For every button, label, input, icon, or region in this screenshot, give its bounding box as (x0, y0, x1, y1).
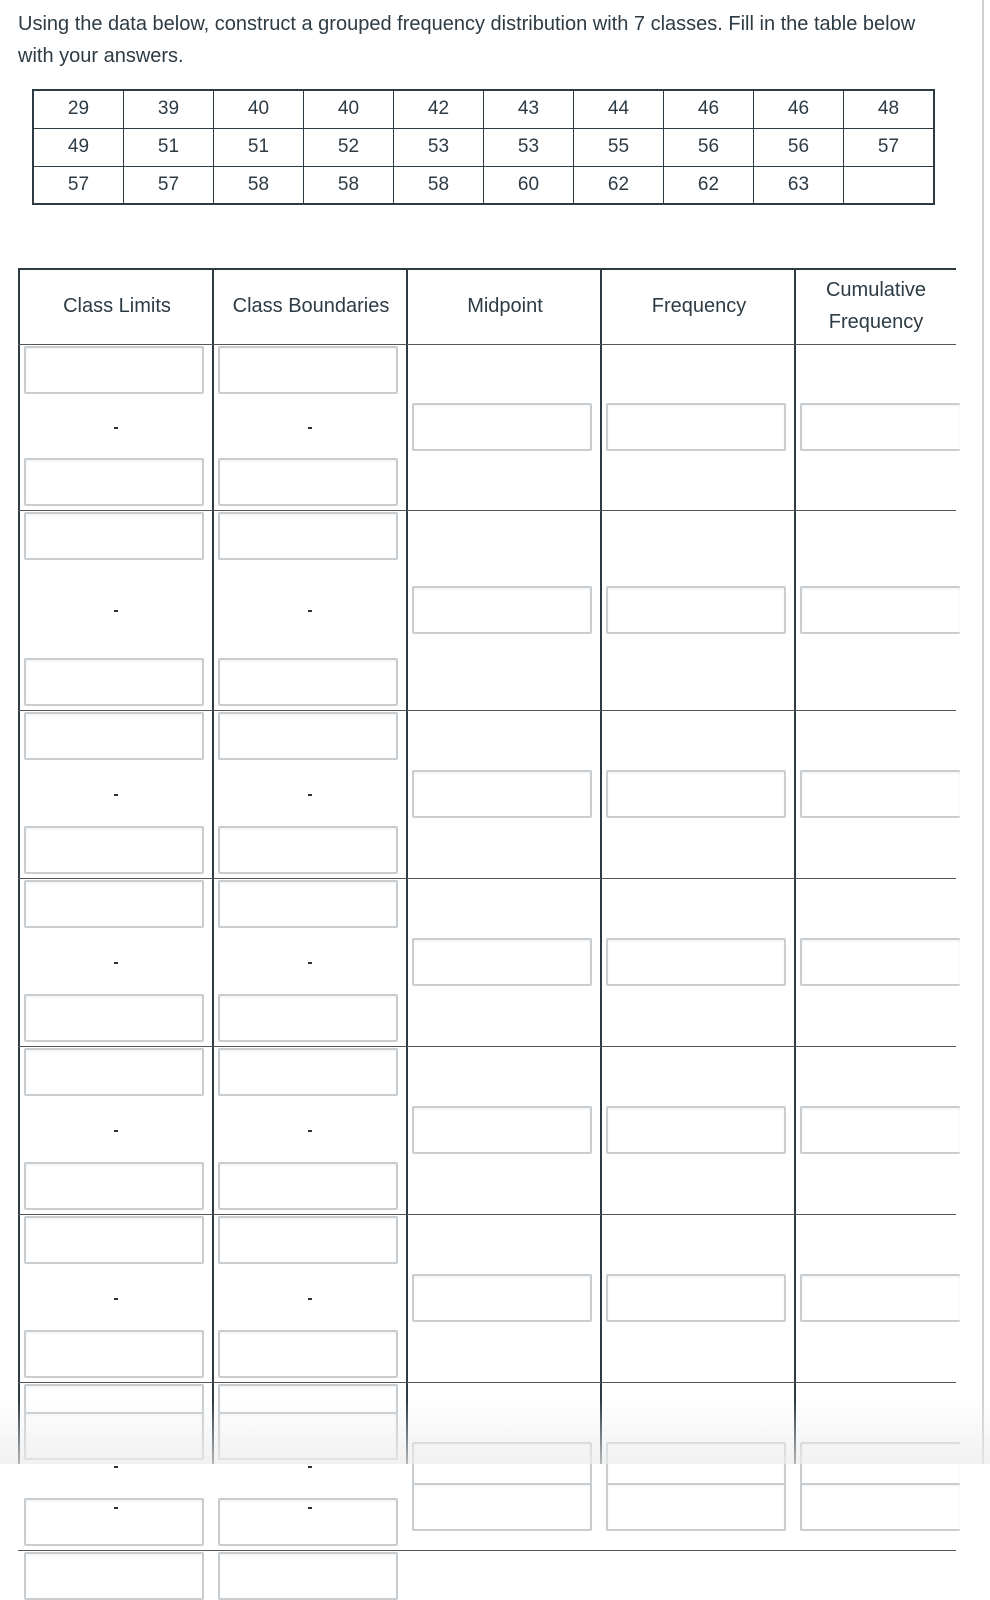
row-divider (18, 510, 956, 511)
data-cell: 62 (664, 166, 754, 204)
header-cumulative-frequency: Cumulative Frequency (825, 279, 927, 333)
class-upper-boundary-input[interactable] (218, 826, 398, 874)
class-lower-boundary-input[interactable] (218, 512, 398, 560)
column-divider (794, 268, 796, 1464)
data-cell: 53 (484, 128, 574, 166)
data-cell: 51 (214, 128, 304, 166)
range-dash (114, 610, 118, 612)
column-divider (600, 268, 602, 1464)
frequency-distribution-table (18, 268, 958, 1464)
cumulative-frequency-input[interactable] (800, 403, 960, 451)
range-dash (114, 1130, 118, 1132)
row-divider (18, 1382, 956, 1383)
midpoint-input[interactable] (412, 1483, 592, 1531)
class-upper-limit-input[interactable] (24, 1498, 204, 1546)
data-cell: 58 (304, 166, 394, 204)
class-lower-boundary-input[interactable] (218, 712, 398, 760)
data-cell: 63 (754, 166, 844, 204)
row-divider (18, 1214, 956, 1215)
data-cell: 57 (33, 166, 124, 204)
frequency-input[interactable] (606, 1274, 786, 1322)
data-cell: 49 (33, 128, 124, 166)
cumulative-frequency-input[interactable] (800, 1106, 960, 1154)
data-cell: 52 (304, 128, 394, 166)
range-dash (308, 962, 312, 964)
class-lower-limit-input[interactable] (24, 1216, 204, 1264)
range-dash (308, 427, 312, 429)
row-divider (18, 878, 956, 879)
frequency-input[interactable] (606, 586, 786, 634)
header-class-boundaries: Class Boundaries (232, 295, 390, 317)
data-cell: 53 (394, 128, 484, 166)
class-upper-boundary-input[interactable] (218, 994, 398, 1042)
data-cell: 39 (124, 90, 214, 128)
class-lower-boundary-input[interactable] (218, 880, 398, 928)
cumulative-frequency-input[interactable] (800, 1483, 960, 1531)
data-cell: 57 (844, 128, 935, 166)
data-cell: 58 (214, 166, 304, 204)
data-cell: 51 (124, 128, 214, 166)
class-upper-boundary-input[interactable] (218, 1162, 398, 1210)
range-dash (114, 1298, 118, 1300)
frequency-input[interactable] (606, 1483, 786, 1531)
range-dash (308, 1507, 312, 1509)
data-cell (844, 166, 935, 204)
data-cell: 46 (754, 90, 844, 128)
cumulative-frequency-input[interactable] (800, 770, 960, 818)
class-upper-limit-input[interactable] (24, 826, 204, 874)
class-lower-limit-input[interactable] (24, 1048, 204, 1096)
data-cell: 29 (33, 90, 124, 128)
data-row (33, 128, 934, 166)
class-upper-boundary-input[interactable] (218, 458, 398, 506)
frequency-input[interactable] (606, 1106, 786, 1154)
row-divider (18, 710, 956, 711)
range-dash (308, 1298, 312, 1300)
data-cell: 46 (664, 90, 754, 128)
table-top-border (18, 268, 956, 270)
cumulative-frequency-input[interactable] (800, 938, 960, 986)
midpoint-input[interactable] (412, 770, 592, 818)
row-divider (18, 344, 956, 345)
data-cell: 43 (484, 90, 574, 128)
range-dash (114, 1466, 118, 1468)
frequency-input[interactable] (606, 770, 786, 818)
data-cell: 56 (754, 128, 844, 166)
class-lower-limit-input[interactable] (24, 880, 204, 928)
class-lower-limit-input[interactable] (24, 346, 204, 394)
class-lower-limit-input[interactable] (24, 512, 204, 560)
range-dash (114, 794, 118, 796)
class-lower-limit-input[interactable] (24, 1552, 204, 1600)
midpoint-input[interactable] (412, 938, 592, 986)
data-cell: 60 (484, 166, 574, 204)
data-row (33, 90, 934, 128)
cumulative-frequency-input[interactable] (800, 1274, 960, 1322)
midpoint-input[interactable] (412, 403, 592, 451)
data-cell: 57 (124, 166, 214, 204)
question-prompt: Using the data below, construct a grouped frequency distribution with 7 classes. Fill in the table below with your answers. (18, 13, 916, 67)
frequency-input[interactable] (606, 403, 786, 451)
class-lower-limit-input[interactable] (24, 712, 204, 760)
data-cell: 48 (844, 90, 935, 128)
data-cell: 56 (664, 128, 754, 166)
header-class-limits: Class Limits (63, 295, 171, 317)
class-lower-boundary-input[interactable] (218, 1552, 398, 1600)
midpoint-input[interactable] (412, 1106, 592, 1154)
row-divider (18, 1046, 956, 1047)
class-upper-limit-input[interactable] (24, 1162, 204, 1210)
page-right-border (982, 0, 984, 1464)
data-cell: 40 (214, 90, 304, 128)
range-dash (114, 1507, 118, 1509)
range-dash (114, 427, 118, 429)
data-row (33, 166, 934, 204)
frequency-input[interactable] (606, 938, 786, 986)
class-upper-limit-input[interactable] (24, 1330, 204, 1378)
range-dash (308, 1130, 312, 1132)
data-table (32, 89, 935, 205)
class-upper-limit-input[interactable] (24, 1412, 204, 1460)
class-lower-boundary-input[interactable] (218, 1216, 398, 1264)
header-frequency: Frequency (651, 295, 747, 317)
class-upper-boundary-input[interactable] (218, 1412, 398, 1460)
data-cell: 42 (394, 90, 484, 128)
data-cell: 40 (304, 90, 394, 128)
range-dash (308, 1466, 312, 1468)
midpoint-input[interactable] (412, 586, 592, 634)
column-divider (406, 268, 408, 1464)
class-upper-limit-input[interactable] (24, 658, 204, 706)
data-cell: 55 (574, 128, 664, 166)
class-upper-limit-input[interactable] (24, 458, 204, 506)
data-cell: 58 (394, 166, 484, 204)
range-dash (114, 962, 118, 964)
class-upper-boundary-input[interactable] (218, 658, 398, 706)
column-divider (212, 268, 214, 1464)
class-upper-boundary-input[interactable] (218, 1330, 398, 1378)
data-cell: 62 (574, 166, 664, 204)
data-cell: 44 (574, 90, 664, 128)
midpoint-input[interactable] (412, 1274, 592, 1322)
class-lower-boundary-input[interactable] (218, 1048, 398, 1096)
cumulative-frequency-input[interactable] (800, 586, 960, 634)
range-dash (308, 794, 312, 796)
header-midpoint: Midpoint (467, 295, 543, 317)
class-upper-limit-input[interactable] (24, 994, 204, 1042)
row-divider (18, 1550, 956, 1551)
class-upper-boundary-input[interactable] (218, 1498, 398, 1546)
range-dash (308, 610, 312, 612)
class-lower-boundary-input[interactable] (218, 346, 398, 394)
column-divider (18, 268, 20, 1464)
